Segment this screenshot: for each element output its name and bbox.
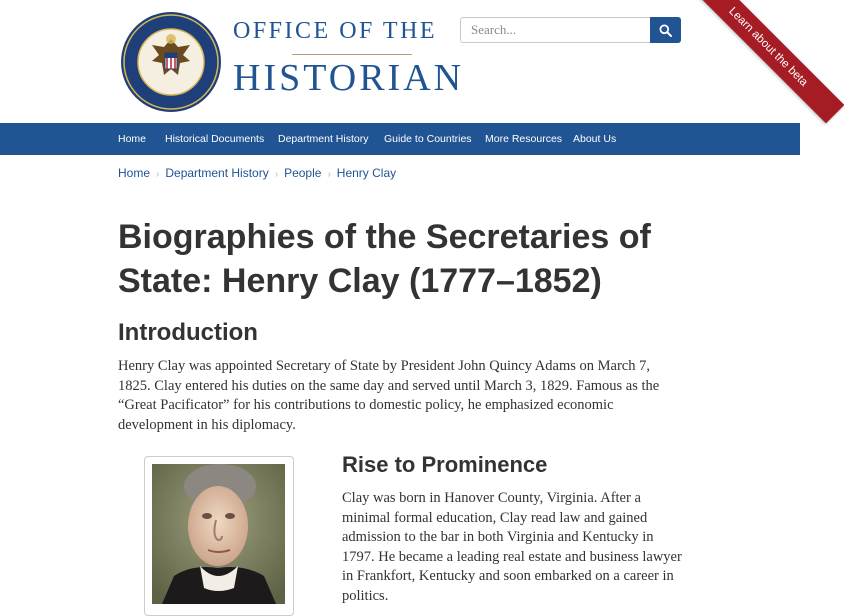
- beta-ribbon-container: [675, 0, 810, 125]
- breadcrumb-separator: ›: [274, 169, 279, 180]
- breadcrumb: [118, 166, 396, 180]
- nav-about-us[interactable]: About Us: [573, 133, 617, 145]
- breadcrumb-home[interactable]: Home: [118, 166, 151, 180]
- logo-office-of-the[interactable]: OFFICE OF THE: [233, 18, 438, 44]
- rise-to-prominence-heading: Rise to Prominence: [342, 452, 548, 477]
- introduction-paragraph: Henry Clay was appointed Secretary of State by President John Quincy Adams on March 7, 1825. Clay entered his duties on the same day and served until March 3, 1829. Famous as the “Great Pacificator” for his contributions to domestic policy, he emphasized economic development in his diplomacy.: [118, 358, 660, 433]
- portrait-image-icon: [152, 464, 285, 604]
- nav-historical-documents[interactable]: Historical Documents: [165, 133, 265, 145]
- introduction-heading: Introduction: [118, 319, 258, 346]
- site-header: [0, 0, 810, 123]
- logo-historian[interactable]: HISTORIAN: [233, 57, 465, 99]
- breadcrumb-people[interactable]: People: [284, 166, 322, 180]
- nav-guide-to-countries[interactable]: Guide to Countries: [384, 133, 472, 145]
- breadcrumb-separator: ›: [156, 169, 160, 180]
- search-input[interactable]: [460, 17, 650, 43]
- nav-department-history[interactable]: Department History: [278, 133, 369, 145]
- breadcrumb-department-history[interactable]: Department History: [165, 166, 269, 180]
- nav-home[interactable]: Home: [118, 133, 147, 145]
- henry-clay-portrait[interactable]: [152, 464, 285, 604]
- nav-more-resources[interactable]: More Resources: [485, 133, 563, 145]
- learn-about-beta-ribbon[interactable]: Learn about the beta: [692, 0, 844, 123]
- breadcrumb-separator: ›: [327, 169, 331, 180]
- magnifier-icon: [659, 24, 672, 37]
- logo-divider: [292, 54, 412, 55]
- page-title: Biographies of the Secretaries of State: Henry Clay (1777–1852): [118, 218, 651, 300]
- rise-to-prominence-paragraph: Clay was born in Hanover County, Virginia. After a minimal formal education, Clay read law and gained admission to the bar in both Virginia and Kentucky in 1797. He became a leading real estate and business lawyer in Frankfort, Kentucky and soon embarked on a career in politics.: [342, 490, 682, 604]
- department-of-state-seal-icon[interactable]: [120, 11, 222, 113]
- breadcrumb-henry-clay[interactable]: Henry Clay: [336, 166, 397, 180]
- main-navbar: [0, 123, 800, 155]
